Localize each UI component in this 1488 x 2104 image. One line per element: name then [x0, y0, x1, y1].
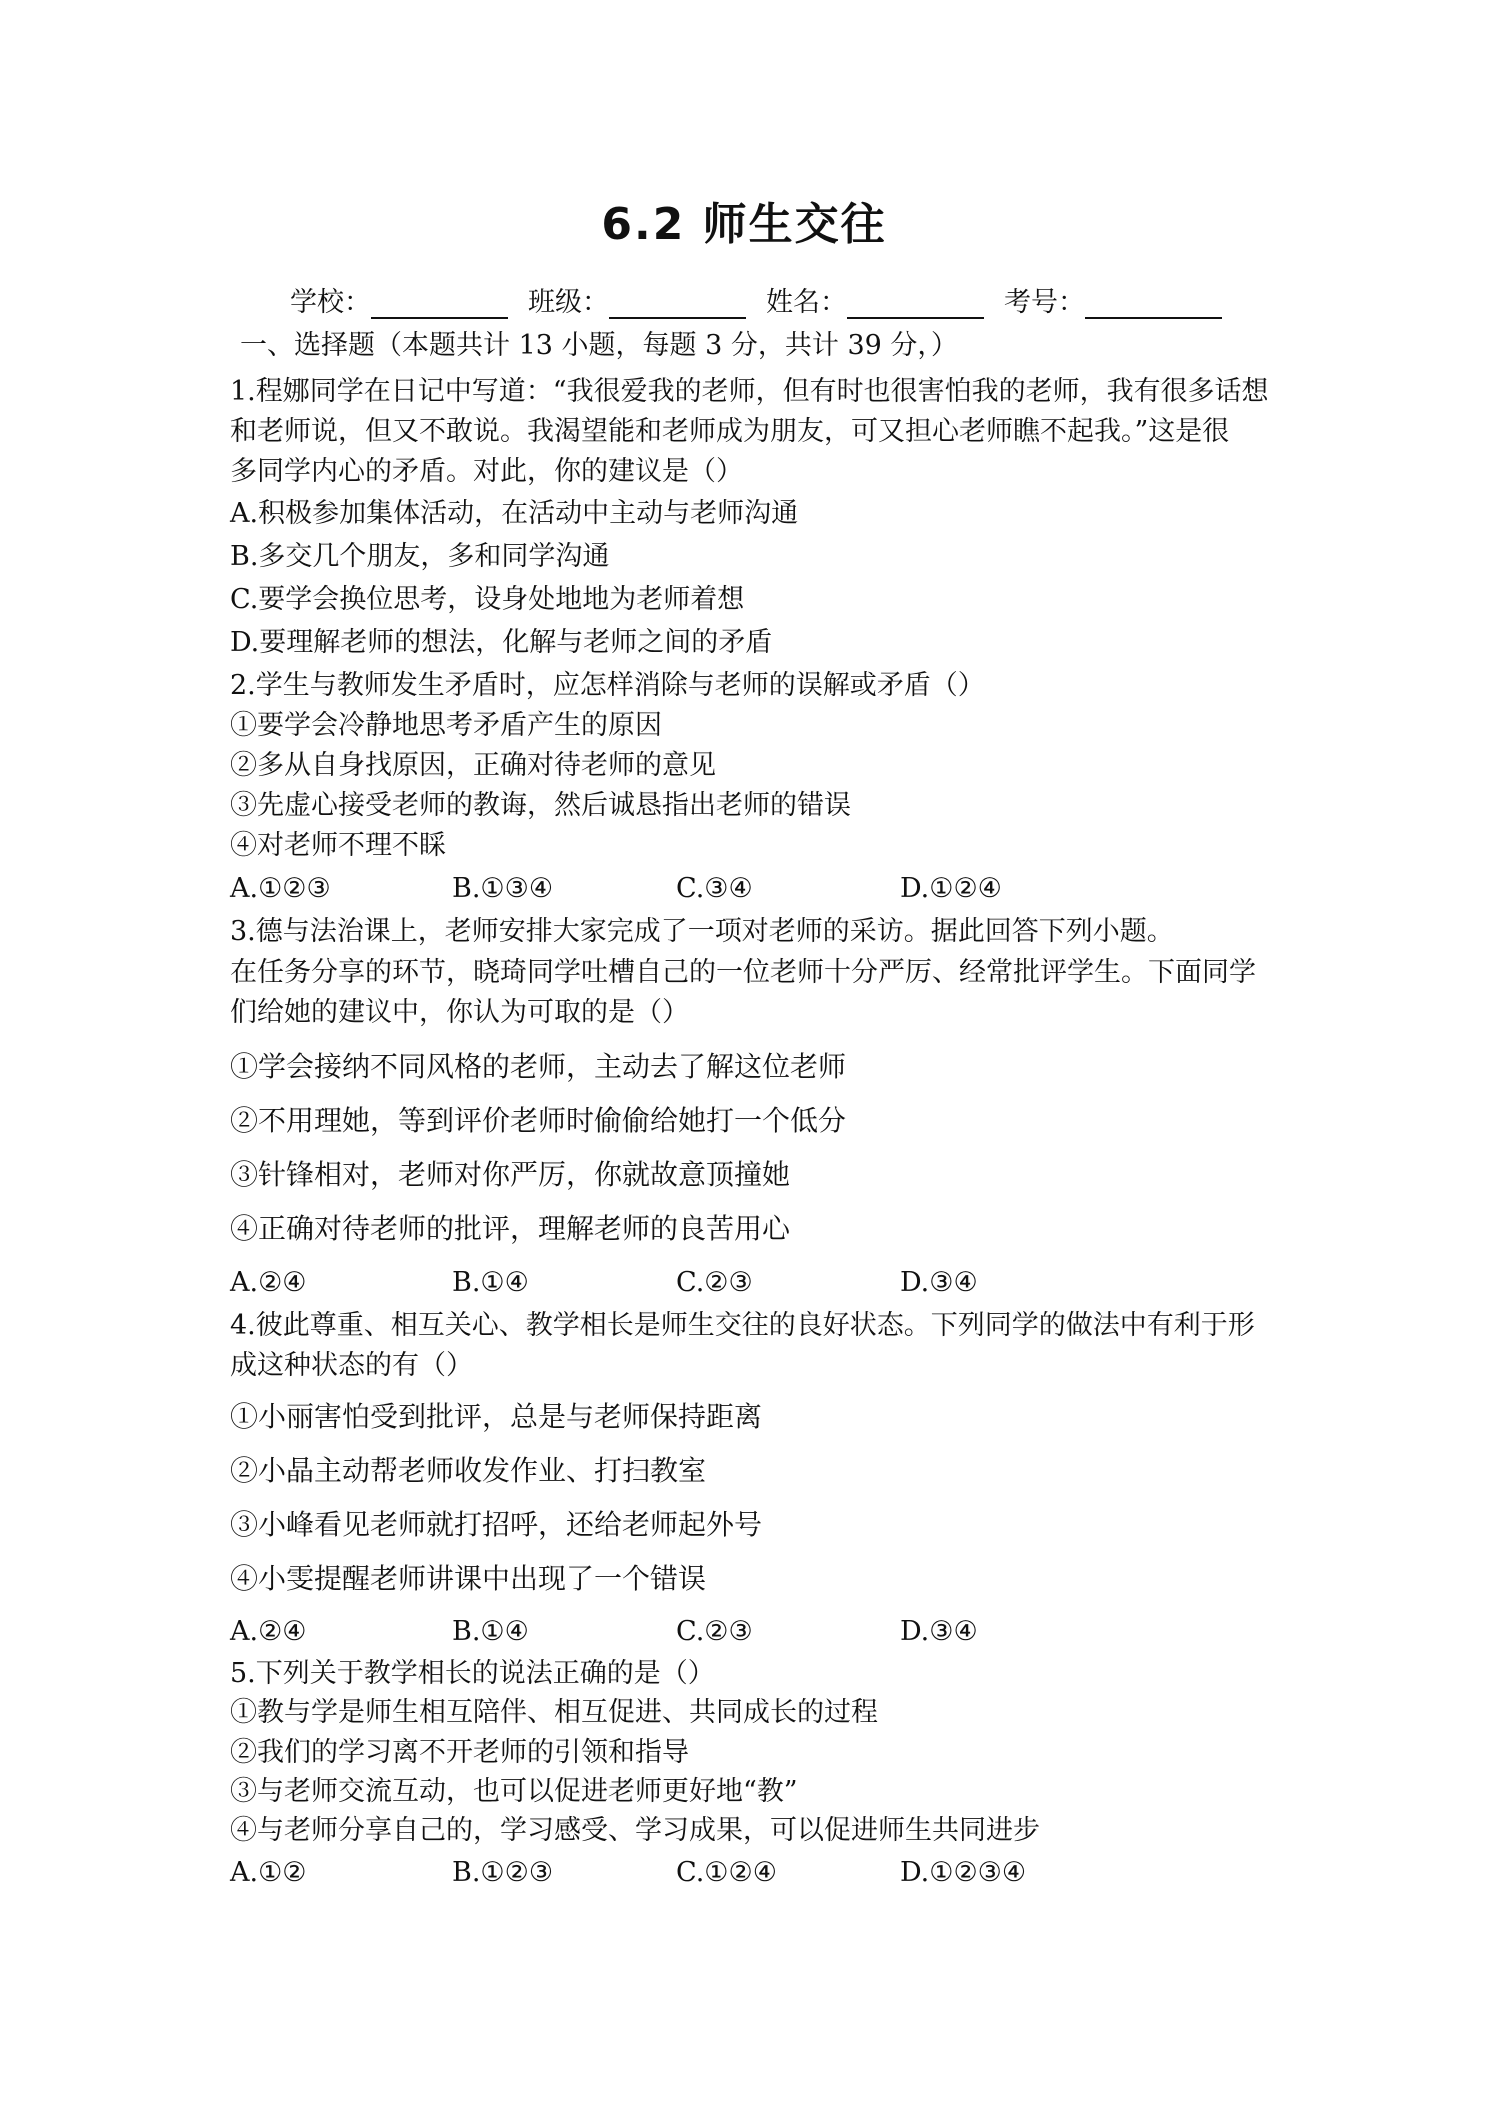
q5-item: ④与老师分享自己的，学习感受、学习成果，可以促进师生共同进步: [230, 1815, 1040, 1846]
q3-item: ③针锋相对，老师对你严厉，你就故意顶撞她: [230, 1158, 791, 1191]
q2-item: ②多从自身找原因，正确对待老师的意见: [230, 750, 716, 781]
q3-item: ②不用理她，等到评价老师时偷偷给她打一个低分: [230, 1104, 847, 1137]
q1-stem-line: 多同学内心的矛盾。对此，你的建议是（）: [230, 456, 743, 487]
q4-stem-line: 成这种状态的有（）: [230, 1350, 473, 1381]
q5-choice-a: A.①②: [230, 1857, 307, 1888]
q1-option: A.积极参加集体活动，在活动中主动与老师沟通: [230, 498, 799, 529]
q3-stem-line: 在任务分享的环节，晓琦同学吐槽自己的一位老师十分严厉、经常批评学生。下面同学: [230, 957, 1256, 988]
q5-choice-d: D.①②③④: [900, 1857, 1027, 1888]
q2-stem: 2.学生与教师发生矛盾时，应怎样消除与老师的误解或矛盾（）: [230, 670, 985, 701]
q3-choice-c: C.②③: [676, 1267, 753, 1298]
q2-choice-a: A.①②③: [230, 873, 331, 904]
q5-stem: 5.下列关于教学相长的说法正确的是（）: [230, 1658, 715, 1689]
q5-item: ①教与学是师生相互陪伴、相互促进、共同成长的过程: [230, 1697, 878, 1728]
q4-choice-c: C.②③: [676, 1616, 753, 1647]
page-title: 6.2 师生交往: [601, 199, 887, 250]
q3-choice-d: D.③④: [900, 1267, 978, 1298]
q3-item: ④正确对待老师的批评，理解老师的良苦用心: [230, 1212, 791, 1245]
q4-choice-d: D.③④: [900, 1616, 978, 1647]
q2-choice-c: C.③④: [676, 873, 753, 904]
q2-item: ③先虚心接受老师的教诲，然后诚恳指出老师的错误: [230, 790, 851, 821]
q2-item: ④对老师不理不睬: [230, 830, 446, 861]
number-label: 考号：: [1004, 287, 1085, 318]
q4-item: ②小晶主动帮老师收发作业、打扫教室: [230, 1454, 707, 1487]
q3-stem-line: 们给她的建议中，你认为可取的是（）: [230, 997, 689, 1028]
school-blank: [371, 293, 508, 319]
q5-item: ②我们的学习离不开老师的引领和指导: [230, 1737, 689, 1768]
q3-choice-b: B.①④: [452, 1267, 529, 1298]
q1-stem-line: 和老师说，但又不敢说。我渴望能和老师成为朋友，可又担心老师瞧不起我。”这是很: [230, 416, 1230, 447]
class-label: 班级：: [528, 287, 609, 318]
section-heading: 一、选择题（本题共计 13 小题，每题 3 分，共计 39 分，）: [240, 330, 958, 361]
q3-choice-a: A.②④: [230, 1267, 307, 1298]
q5-choice-b: B.①②③: [452, 1857, 554, 1888]
q1-option: B.多交几个朋友，多和同学沟通: [230, 541, 610, 572]
q3-stem-line: 3.德与法治课上，老师安排大家完成了一项对老师的采访。据此回答下列小题。: [230, 916, 1174, 947]
q1-option: C.要学会换位思考，设身处地地为老师着想: [230, 584, 745, 615]
name-label: 姓名：: [766, 287, 847, 318]
q2-item: ①要学会冷静地思考矛盾产生的原因: [230, 710, 662, 741]
q1-stem-line: 1.程娜同学在日记中写道：“我很爱我的老师，但有时也很害怕我的老师，我有很多话想: [230, 376, 1269, 407]
q4-item: ③小峰看见老师就打招呼，还给老师起外号: [230, 1508, 763, 1541]
q4-item: ①小丽害怕受到批评，总是与老师保持距离: [230, 1400, 763, 1433]
name-blank: [847, 293, 984, 319]
school-label: 学校：: [290, 287, 371, 318]
q3-item: ①学会接纳不同风格的老师，主动去了解这位老师: [230, 1050, 847, 1083]
number-blank: [1085, 293, 1222, 319]
q4-item: ④小雯提醒老师讲课中出现了一个错误: [230, 1562, 707, 1595]
q4-choice-a: A.②④: [230, 1616, 307, 1647]
q2-choice-b: B.①③④: [452, 873, 554, 904]
q4-choice-b: B.①④: [452, 1616, 529, 1647]
q4-stem-line: 4.彼此尊重、相互关心、教学相长是师生交往的良好状态。下列同学的做法中有利于形: [230, 1310, 1255, 1341]
student-info-row: [290, 280, 1222, 319]
class-blank: [609, 293, 746, 319]
q5-choice-c: C.①②④: [676, 1857, 777, 1888]
q1-option: D.要理解老师的想法，化解与老师之间的矛盾: [230, 627, 773, 658]
q5-item: ③与老师交流互动，也可以促进老师更好地“教”: [230, 1776, 798, 1807]
q2-choice-d: D.①②④: [900, 873, 1002, 904]
